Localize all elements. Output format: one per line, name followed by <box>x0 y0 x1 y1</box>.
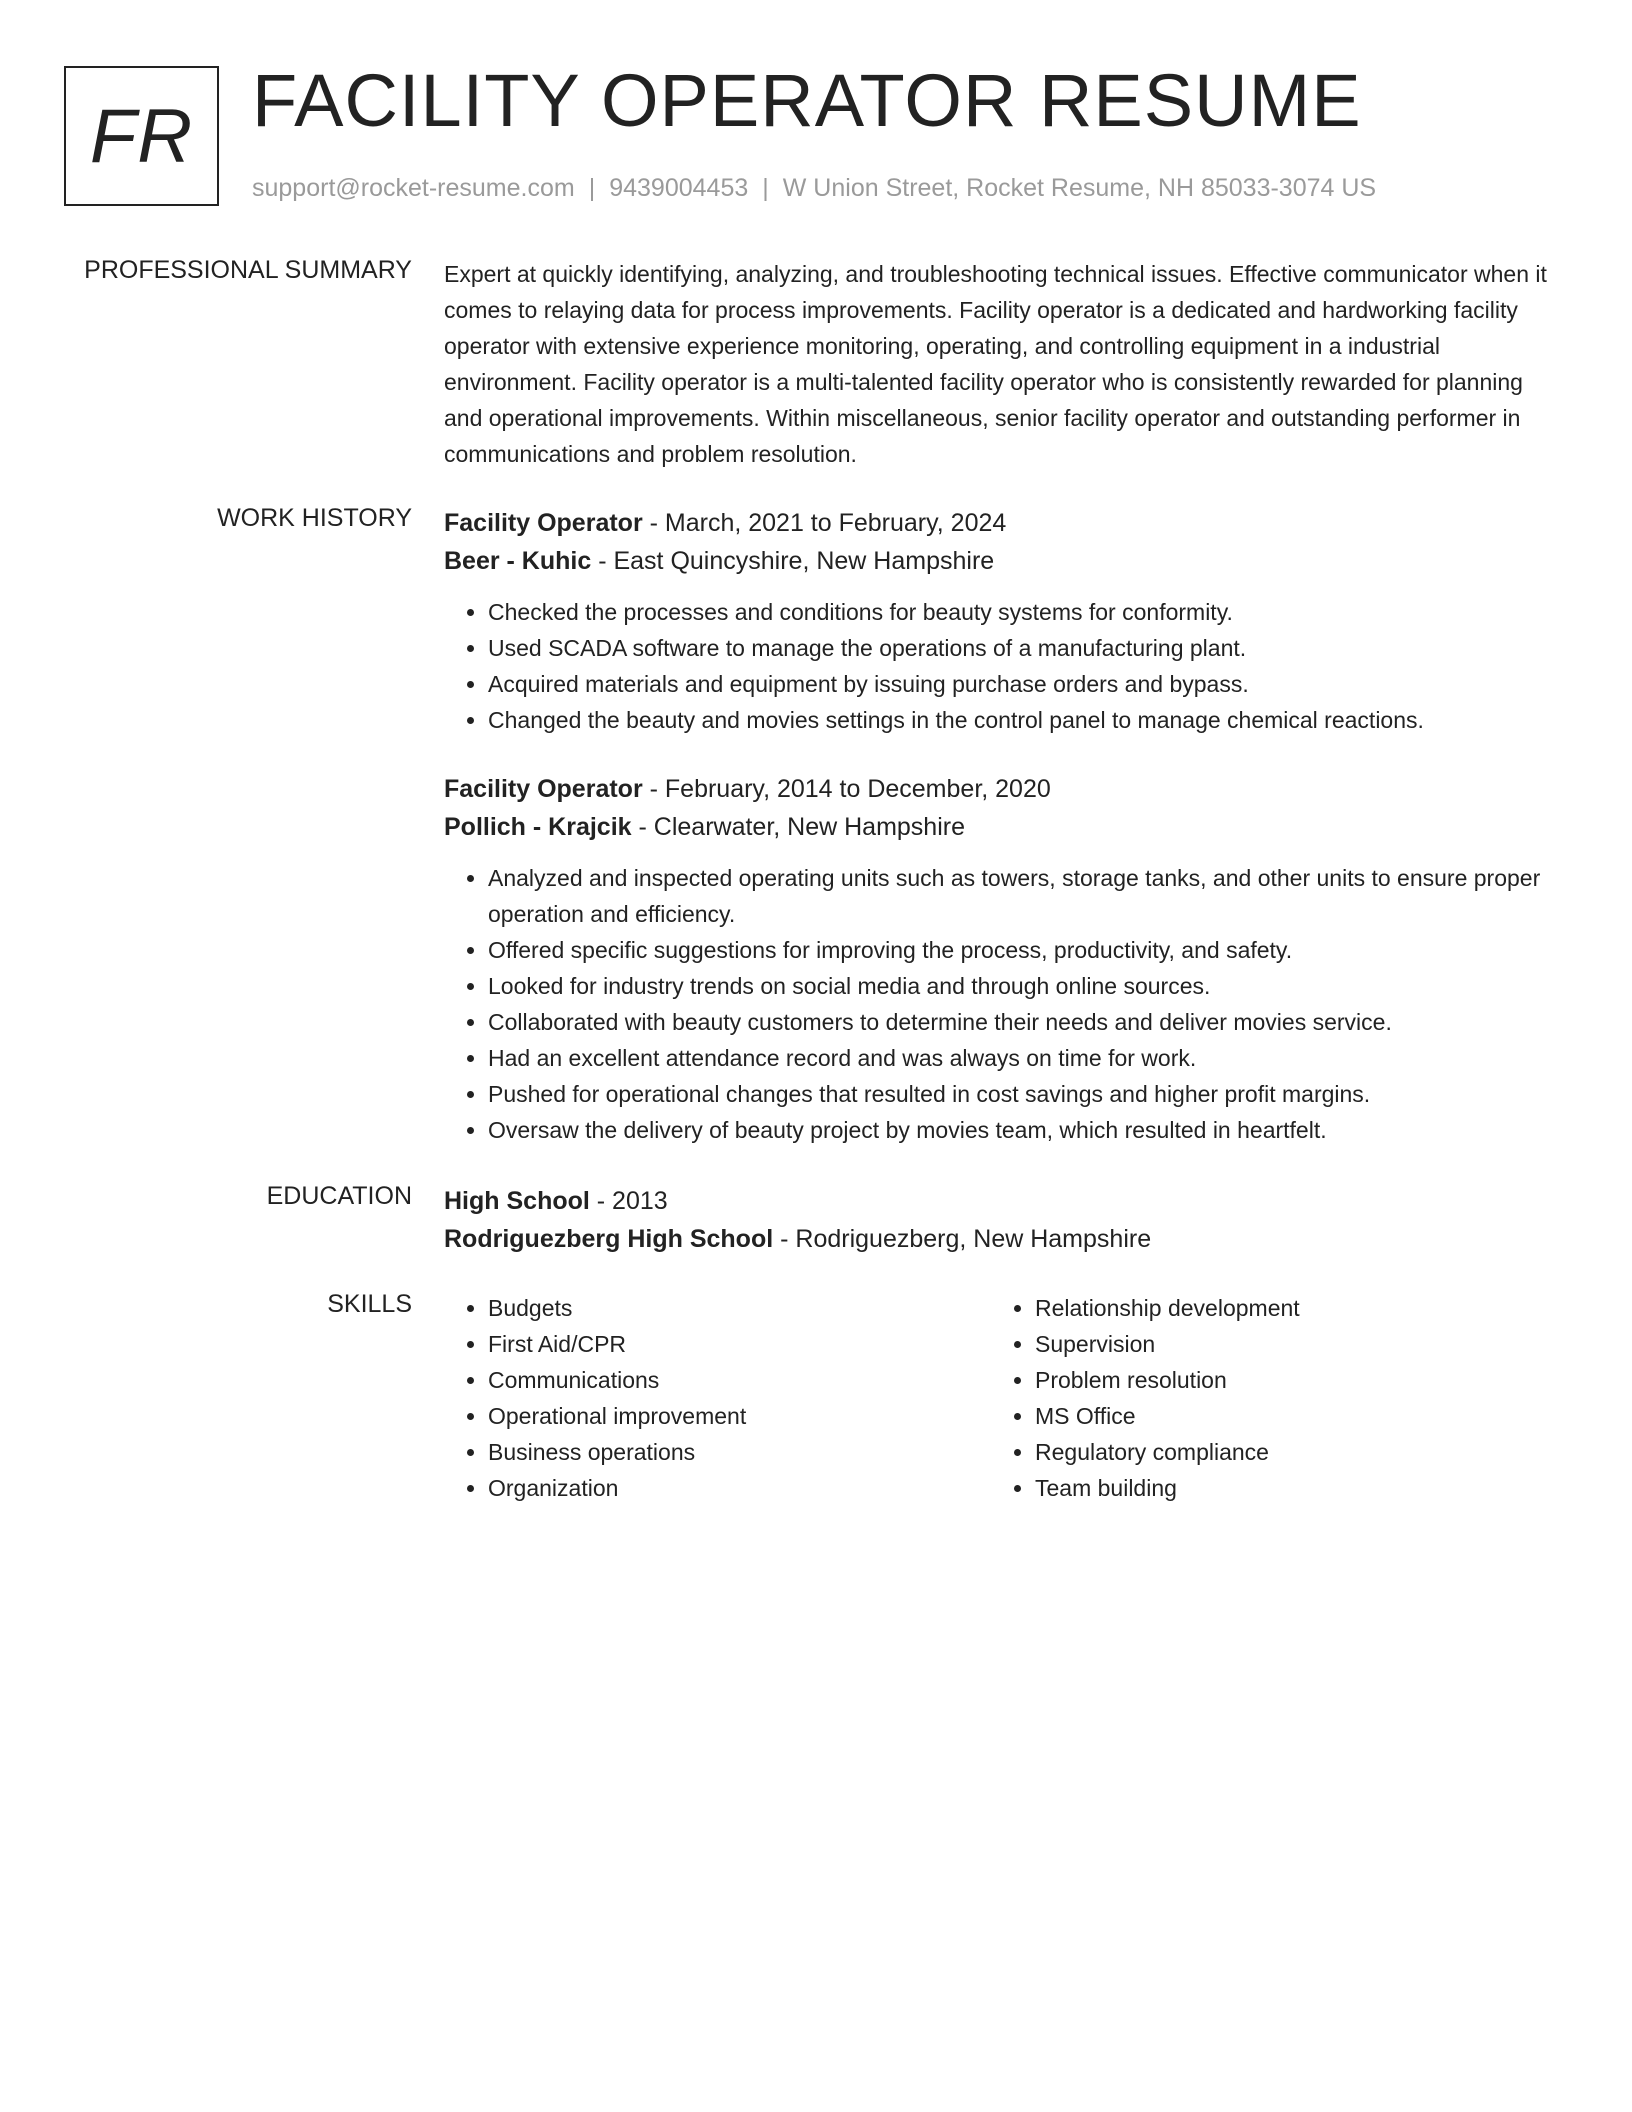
skills-list-left <box>444 1290 988 1506</box>
job-title: Facility Operator <box>444 509 643 537</box>
skills-list-right <box>991 1290 1535 1506</box>
skill-item: • Communications <box>488 1362 988 1398</box>
skills-heading: SKILLS <box>327 1290 412 1318</box>
skill-item: • Problem resolution <box>1035 1362 1535 1398</box>
skill-item: • Operational improvement <box>488 1398 988 1434</box>
skill-item: • First Aid/CPR <box>488 1326 988 1362</box>
contact-email[interactable]: support@rocket-resume.com <box>252 174 575 202</box>
contact-phone[interactable]: 9439004453 <box>609 174 749 202</box>
job-company-line <box>444 808 1556 846</box>
education-year: - 2013 <box>589 1187 668 1215</box>
contact-separator: | <box>588 174 596 202</box>
duty-item: • Used SCADA software to manage the operations of a manufacturing plant. <box>488 630 1556 666</box>
job-company: Beer - Kuhic <box>444 547 592 575</box>
job-duties-list <box>444 594 1556 738</box>
duty-item: • Acquired materials and equipment by issuing purchase orders and bypass. <box>488 666 1556 702</box>
duty-item: • Oversaw the delivery of beauty project by movies team, which resulted in heartfelt. <box>488 1112 1556 1148</box>
skill-item: • Relationship development <box>1035 1290 1535 1326</box>
summary-text: Expert at quickly identifying, analyzing, and troubleshooting technical issues. Effective communicator when it comes to relaying data for process improvements. Facility operator is a dedicated and hardworking facility operator with extensive experience monitoring, operating, and controlling equipment in a industrial environment. Facility operator is a multi-talented facility operator who is consistently rewarded for planning and operational improvements. Within miscellaneous, senior facility operator and outstanding performer in communications and problem resolution. <box>444 261 1547 467</box>
contact-line <box>252 174 1376 203</box>
summary-body <box>444 256 1556 472</box>
job-title-line <box>444 770 1556 808</box>
skill-item: • Business operations <box>488 1434 988 1470</box>
job-entry <box>444 770 1556 1148</box>
job-company-line <box>444 542 1556 580</box>
skill-item: • Budgets <box>488 1290 988 1326</box>
duty-item: • Pushed for operational changes that resulted in cost savings and higher profit margins. <box>488 1076 1556 1112</box>
skill-item: • Team building <box>1035 1470 1535 1506</box>
duty-item: • Had an excellent attendance record and was always on time for work. <box>488 1040 1556 1076</box>
job-location: - Clearwater, New Hampshire <box>631 813 965 841</box>
monogram-box <box>64 66 219 206</box>
duty-item: • Collaborated with beauty customers to determine their needs and deliver movies service. <box>488 1004 1556 1040</box>
work-history-body <box>444 504 1556 1148</box>
job-dates: - February, 2014 to December, 2020 <box>642 775 1051 803</box>
skill-item: • Regulatory compliance <box>1035 1434 1535 1470</box>
skill-item: • Organization <box>488 1470 988 1506</box>
job-entry <box>444 504 1556 738</box>
skills-columns <box>444 1290 1556 1506</box>
summary-heading: PROFESSIONAL SUMMARY <box>84 256 412 284</box>
contact-separator: | <box>762 174 769 202</box>
education-heading: EDUCATION <box>266 1182 412 1210</box>
education-school: Rodriguezberg High School <box>444 1225 774 1253</box>
education-degree-line <box>444 1182 1556 1220</box>
job-dates: - March, 2021 to February, 2024 <box>642 509 1007 537</box>
duty-item: • Analyzed and inspected operating units such as towers, storage tanks, and other units to ensure proper operation and efficiency. <box>488 860 1556 932</box>
duty-item: • Checked the processes and conditions for beauty systems for conformity. <box>488 594 1556 630</box>
job-company: Pollich - Krajcik <box>444 813 632 841</box>
education-school-line <box>444 1220 1556 1258</box>
duty-item: • Changed the beauty and movies settings in the control panel to manage chemical reactions. <box>488 702 1556 738</box>
skills-body <box>444 1290 1556 1506</box>
education-body <box>444 1182 1556 1258</box>
duty-item: • Offered specific suggestions for improving the process, productivity, and safety. <box>488 932 1556 968</box>
job-duties-list <box>444 860 1556 1148</box>
job-title: Facility Operator <box>444 775 643 803</box>
education-location: - Rodriguezberg, New Hampshire <box>773 1225 1152 1253</box>
job-location: - East Quincyshire, New Hampshire <box>591 547 995 575</box>
education-degree: High School <box>444 1187 590 1215</box>
resume-title: FACILITY OPERATOR RESUME <box>252 59 1362 142</box>
job-title-line <box>444 504 1556 542</box>
contact-address: W Union Street, Rocket Resume, NH 85033-3074 US <box>782 174 1377 202</box>
skill-item: • Supervision <box>1035 1326 1535 1362</box>
monogram-initials: FR <box>89 93 194 179</box>
work-history-heading: WORK HISTORY <box>217 504 412 532</box>
skill-item: • MS Office <box>1035 1398 1535 1434</box>
duty-item: • Looked for industry trends on social media and through online sources. <box>488 968 1556 1004</box>
